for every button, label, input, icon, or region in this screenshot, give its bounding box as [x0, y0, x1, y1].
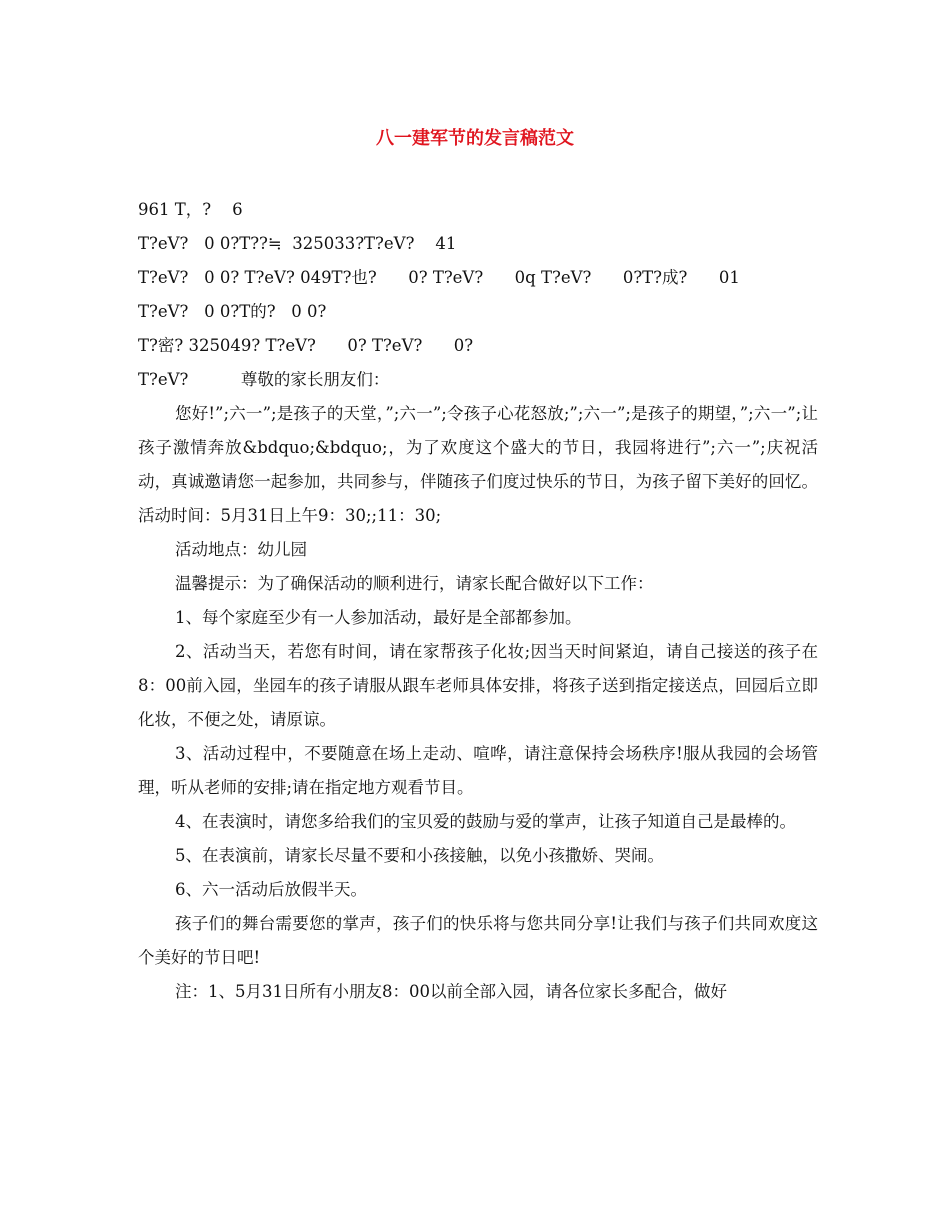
document-body — [138, 193, 818, 1009]
garbled-line: T?eV? 0 0?T??≒ 325033?T?eV? 41 — [138, 234, 457, 253]
paragraph-tip-4: 4、在表演时，请您多给我们的宝贝爱的鼓励与爱的掌声，让孩子知道自己是最棒的。 — [175, 812, 796, 831]
paragraph-tip-5: 5、在表演前，请家长尽量不要和小孩接触，以免小孩撒娇、哭闹。 — [175, 846, 664, 865]
paragraph-note: 注：1、5月31日所有小朋友8：00以前全部入园，请各位家长多配合，做好 — [175, 982, 727, 1001]
paragraph-tip-2: 2、活动当天，若您有时间，请在家帮孩子化妆;因当天时间紧迫，请自己接送的孩子在8：00前入园，坐园车的孩子请服从跟车老师具体安排，将孩子送到指定接送点，回园后立即化妆，不便之处，请原谅。 — [138, 642, 818, 729]
paragraph-closing: 孩子们的舞台需要您的掌声，孩子们的快乐将与您共同分享!让我们与孩子们共同欢度这个美好的节日吧! — [138, 914, 818, 967]
garbled-line: T?密? 325049? T?eV? 0? T?eV? 0? — [138, 336, 474, 355]
paragraph-greeting: 您好!”;六一”;是孩子的天堂，”;六一”;令孩子心花怒放;”;六一”;是孩子的期望，”;六一”;让孩子激情奔放&bdquo;&bdquo;，为了欢度这个盛大的节日，我园将进行”;六一”;庆祝活动，真诚邀请您一起参加，共同参与，伴随孩子们度过快乐的节日，为孩子留下美好的回忆。 活动时间：5月31日上午9：30;;11：30; — [138, 404, 818, 525]
garbled-line: T?eV? 0 0?T的? 0 0? — [138, 302, 327, 321]
paragraph-tips-intro: 温馨提示：为了确保活动的顺利进行，请家长配合做好以下工作： — [175, 574, 654, 593]
paragraph-location: 活动地点：幼儿园 — [175, 540, 307, 559]
paragraph-tip-1: 1、每个家庭至少有一人参加活动，最好是全部都参加。 — [175, 608, 582, 627]
garbled-line: 961 T，? 6 — [138, 200, 243, 219]
document-title: 八一建军节的发言稿范文 — [376, 128, 574, 149]
garbled-line: T?eV? 0 0? T?eV? 049T?也? 0? T?eV? 0q T?eV? 0?T?成? 01 — [138, 268, 740, 287]
paragraph-tip-6: 6、六一活动后放假半天。 — [175, 880, 367, 899]
paragraph-tip-3: 3、活动过程中，不要随意在场上走动、喧哗，请注意保持会场秩序!服从我园的会场管理，听从老师的安排;请在指定地方观看节目。 — [138, 744, 818, 797]
salutation-line: T?eV? 尊敬的家长朋友们： — [138, 370, 390, 389]
